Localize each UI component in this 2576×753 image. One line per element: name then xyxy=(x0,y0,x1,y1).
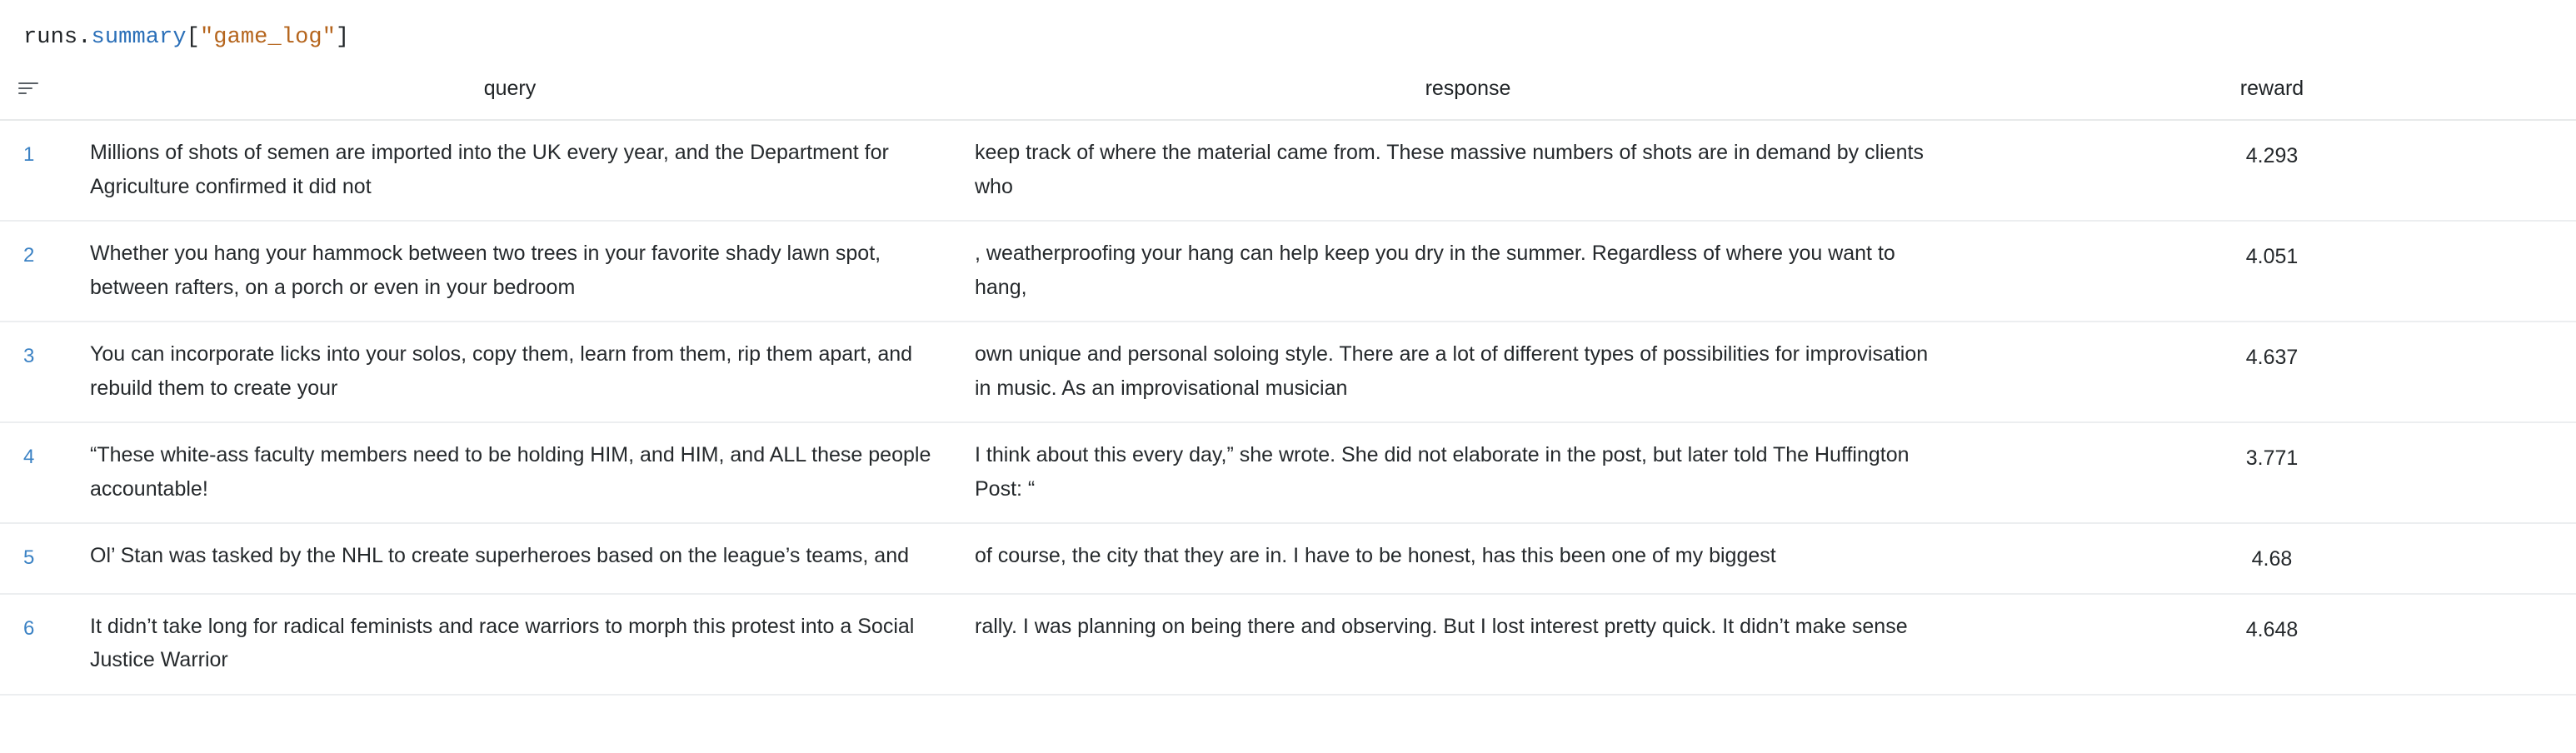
code-dot: . xyxy=(77,25,92,50)
table-header-row xyxy=(0,70,2576,120)
row-query: “These white-ass faculty members need to be holding HIM, and HIM, and ALL these people accountable! xyxy=(52,422,968,523)
row-reward-value: 4.293 xyxy=(2245,144,2299,167)
row-reward-value: 4.648 xyxy=(2245,617,2299,641)
code-string-key: "game_log" xyxy=(199,25,336,50)
row-reward xyxy=(1968,221,2576,322)
row-response: I think about this every day,” she wrote. She did not elaborate in the post, but later told The Huffington Post: “ xyxy=(968,422,1968,523)
row-query: Whether you hang your hammock between two trees in your favorite shady lawn spot, between rafters, on a porch or even in your bedroom xyxy=(52,221,968,322)
code-close-bracket: ] xyxy=(336,25,350,50)
row-response: rally. I was planning on being there and observing. But I lost interest pretty quick. It didn’t make sense xyxy=(968,594,1968,695)
table-row xyxy=(0,120,2576,221)
row-index: 4 xyxy=(0,422,52,523)
row-query: It didn’t take long for radical feminists and race warriors to morph this protest into a Social Justice Warrior xyxy=(52,594,968,695)
row-reward xyxy=(1968,594,2576,695)
column-header-response[interactable]: response xyxy=(968,70,1968,120)
column-header-query[interactable]: query xyxy=(52,70,968,120)
row-response: own unique and personal soloing style. There are a lot of different types of possibilities for improvisation in music. As an improvisational musician xyxy=(968,322,1968,422)
row-index: 6 xyxy=(0,594,52,695)
table-row xyxy=(0,322,2576,422)
table-row xyxy=(0,523,2576,594)
row-response: , weatherproofing your hang can help keep you dry in the summer. Regardless of where you want to hang, xyxy=(968,221,1968,322)
table-header xyxy=(0,70,2576,120)
column-header-index xyxy=(0,70,52,120)
row-reward-value: 4.637 xyxy=(2245,346,2299,369)
game-log-table xyxy=(0,70,2576,696)
row-reward-value: 3.771 xyxy=(2245,446,2299,470)
table-row xyxy=(0,594,2576,695)
row-query: Millions of shots of semen are imported into the UK every year, and the Department for Agriculture confirmed it did not xyxy=(52,120,968,221)
code-expression xyxy=(0,0,2576,70)
row-index: 3 xyxy=(0,322,52,422)
table-body xyxy=(0,120,2576,695)
filter-icon[interactable] xyxy=(18,80,40,97)
row-reward-value: 4.051 xyxy=(2245,245,2299,268)
table-row xyxy=(0,422,2576,523)
code-attribute: summary xyxy=(91,25,187,50)
row-response: keep track of where the material came from. These massive numbers of shots are in demand by clients who xyxy=(968,120,1968,221)
code-object: runs xyxy=(23,25,78,50)
column-header-reward[interactable]: reward xyxy=(1968,70,2576,120)
row-response: of course, the city that they are in. I have to be honest, has this been one of my biggest xyxy=(968,523,1968,594)
row-reward xyxy=(1968,322,2576,422)
row-reward xyxy=(1968,120,2576,221)
row-reward-value: 4.68 xyxy=(2251,547,2293,571)
row-query: Ol’ Stan was tasked by the NHL to create superheroes based on the league’s teams, and xyxy=(52,523,968,594)
code-open-bracket: [ xyxy=(186,25,200,50)
table-row xyxy=(0,221,2576,322)
row-query: You can incorporate licks into your solos, copy them, learn from them, rip them apart, and rebuild them to create your xyxy=(52,322,968,422)
row-index: 5 xyxy=(0,523,52,594)
row-index: 1 xyxy=(0,120,52,221)
row-index: 2 xyxy=(0,221,52,322)
row-reward xyxy=(1968,422,2576,523)
row-reward xyxy=(1968,523,2576,594)
